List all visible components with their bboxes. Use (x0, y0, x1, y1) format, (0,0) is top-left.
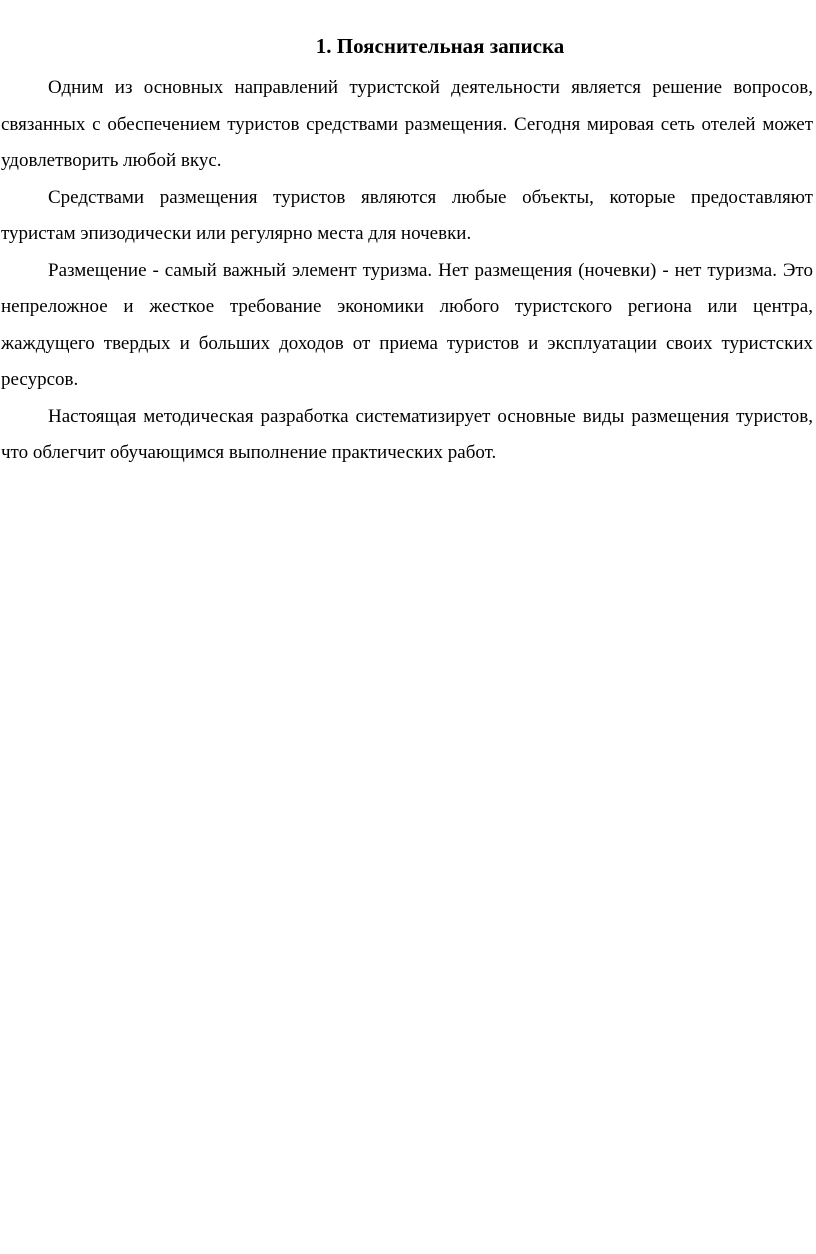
paragraph-2: Средствами размещения туристов являются любые объекты, которые предоставляют туристам эпизодически или регулярно места для ночевки. (1, 186, 813, 244)
document-body (1, 70, 813, 472)
paragraph-3: Размещение - самый важный элемент туризма. Нет размещения (ночевки) - нет туризма. Это непреложное и жесткое требование экономики любого туристского региона или центра, жаждущего твердых и больших доходов от приема туристов и эксплуатации своих туристских ресурсов. (1, 259, 813, 390)
paragraph-4: Настоящая методическая разработка систематизирует основные виды размещения туристов, что облегчит обучающимся выполнение практических работ. (1, 405, 813, 463)
paragraph-1: Одним из основных направлений туристской деятельности является решение вопросов, связанных с обеспечением туристов средствами размещения. Сегодня мировая сеть отелей может удовлетворить любой вкус. (1, 77, 813, 171)
section-title: 1. Пояснительная записка (315, 34, 565, 58)
